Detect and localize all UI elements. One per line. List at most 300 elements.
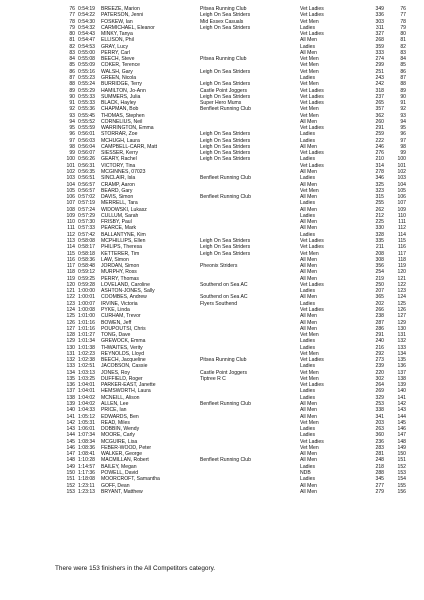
result-row: [0, 6, 424, 12]
category-position: 220: [375, 369, 384, 376]
runner-name: ALLEN, Lee: [101, 401, 129, 407]
runner-name: ASHTON-JONES, Sally: [101, 288, 155, 295]
finish-time: 0:55:00: [78, 49, 95, 56]
runner-name: PERRY, Thomas: [101, 275, 139, 282]
category: Ladies: [300, 156, 316, 163]
finish-time: 0:59:25: [78, 275, 95, 282]
position: 129: [66, 338, 75, 345]
category: Vet Ladies: [300, 281, 324, 288]
club-name: Leigh On Sea Striders: [200, 250, 251, 257]
category-position: 212: [375, 212, 384, 219]
finish-time: 0:54:32: [78, 24, 95, 31]
finish-time: 0:54:43: [78, 31, 95, 38]
club-name: Southend on Sea AC: [200, 294, 248, 301]
finish-time: 0:57:42: [78, 231, 95, 238]
position: 108: [66, 206, 75, 213]
finish-time: 0:58:48: [78, 263, 95, 270]
position: 86: [69, 68, 75, 75]
result-row: [0, 81, 424, 87]
club-name: Benfleet Running Club: [200, 194, 251, 201]
category-position: 251: [375, 68, 384, 75]
finish-time: 0:55:45: [78, 112, 95, 119]
position: 144: [66, 432, 75, 439]
gender-position: 102: [397, 169, 406, 176]
finish-time: 0:55:33: [78, 93, 95, 100]
finish-time: 1:04:01: [78, 382, 95, 389]
gender-position: 155: [397, 482, 406, 489]
result-row: [0, 119, 424, 125]
position: 133: [66, 363, 75, 370]
gender-position: 100: [397, 156, 406, 163]
result-row: [0, 12, 424, 18]
category: All Men: [300, 225, 317, 232]
finish-time: 1:00:07: [78, 300, 95, 307]
position: 96: [69, 131, 75, 138]
club-name: Leigh On Sea Striders: [200, 68, 251, 75]
runner-name: HEMSWORTH, Laura: [101, 388, 151, 395]
club-name: Castle Point Joggers: [200, 369, 248, 376]
category: Vet Ladies: [300, 150, 324, 157]
category-position: 263: [375, 426, 384, 433]
category-position: 283: [375, 444, 384, 451]
finish-time: 0:55:29: [78, 87, 95, 94]
runner-name: LAW, Simon: [101, 256, 129, 263]
category-position: 302: [375, 375, 384, 382]
position: 104: [66, 181, 75, 188]
category: Ladies: [300, 175, 316, 182]
category-position: 218: [375, 463, 384, 470]
finish-time: 0:56:01: [78, 131, 95, 138]
category-position: 323: [375, 187, 384, 194]
category-position: 207: [375, 288, 384, 295]
runner-name: GREWOCK, Emma: [101, 338, 146, 345]
category-position: 325: [375, 181, 384, 188]
category-position: 266: [375, 306, 384, 313]
category: Vet Ladies: [300, 162, 324, 169]
runner-name: REYNOLDS, Lloyd: [101, 350, 145, 357]
result-row: [0, 94, 424, 100]
category: Vet Men: [300, 112, 319, 119]
finish-time: 0:54:22: [78, 12, 95, 19]
gender-position: 133: [397, 344, 406, 351]
position: 119: [66, 275, 75, 282]
position: 78: [69, 18, 75, 25]
category-position: 203: [375, 419, 384, 426]
gender-position: 150: [397, 451, 406, 458]
result-row: [0, 200, 424, 206]
position: 139: [66, 401, 75, 407]
runner-name: STORRAR, Zoe: [101, 131, 138, 138]
runner-name: PATERSON, Jenni: [101, 12, 144, 19]
result-row: [0, 382, 424, 388]
result-row: [0, 464, 424, 470]
runner-name: BURRIDGE, Terry: [101, 81, 142, 88]
position: 88: [69, 81, 75, 88]
category-position: 333: [375, 49, 384, 56]
category-position: 338: [375, 407, 384, 414]
position: 143: [66, 426, 75, 433]
result-row: [0, 100, 424, 106]
club-name: Pheonix Striders: [200, 263, 238, 270]
finish-time: 0:55:09: [78, 62, 95, 69]
finish-time: 0:59:28: [78, 281, 95, 288]
position: 134: [66, 369, 75, 376]
category: Ladies: [300, 137, 316, 144]
runner-name: MOORCROFT, Samantha: [101, 476, 160, 483]
club-name: Leigh On Sea Striders: [200, 237, 251, 244]
runner-name: GRAY, Lucy: [101, 43, 128, 50]
category: Vet Men: [300, 444, 319, 451]
finish-time: 1:08:34: [78, 438, 95, 445]
result-row: [0, 225, 424, 231]
runner-name: CULLUM, Sarah: [101, 212, 139, 219]
runner-name: BEARD, Gary: [101, 187, 133, 194]
finish-time: 0:56:51: [78, 175, 95, 182]
result-row: [0, 69, 424, 75]
finish-time: 1:07:34: [78, 432, 95, 439]
runner-name: BEECH, Jacqueline: [101, 357, 146, 364]
gender-position: 119: [397, 263, 406, 270]
gender-position: 112: [397, 225, 406, 232]
gender-position: 123: [397, 288, 406, 295]
category: All Men: [300, 401, 317, 407]
gender-position: 80: [400, 31, 406, 38]
club-name: Super Hero Mums: [200, 100, 242, 107]
club-name: Leigh On Sea Striders: [200, 81, 251, 88]
runner-name: DOBBIN, Wendy: [101, 426, 140, 433]
position: 124: [66, 306, 75, 313]
category: Vet Men: [300, 81, 319, 88]
gender-position: 85: [400, 62, 406, 69]
position: 81: [69, 37, 75, 44]
runner-name: PYKE, Linda: [101, 306, 130, 313]
gender-position: 141: [397, 394, 406, 401]
result-row: [0, 470, 424, 476]
gender-position: 121: [397, 275, 406, 282]
category-position: 225: [375, 219, 384, 226]
gender-position: 101: [397, 162, 406, 169]
position: 126: [66, 319, 75, 326]
runner-name: BREEZE, Marion: [101, 6, 140, 12]
gender-position: 99: [400, 150, 406, 157]
category-position: 288: [375, 469, 384, 476]
result-row: [0, 213, 424, 219]
finish-time: 1:05:12: [78, 413, 95, 420]
finish-time: 0:56:57: [78, 181, 95, 188]
result-row: [0, 432, 424, 438]
category: Ladies: [300, 463, 316, 470]
runner-name: SINCLAIR, Isla: [101, 175, 136, 182]
category-position: 311: [375, 24, 384, 31]
result-row: [0, 288, 424, 294]
gender-position: 88: [400, 81, 406, 88]
gender-position: 89: [400, 87, 406, 94]
gender-position: 87: [400, 74, 406, 81]
result-row: [0, 113, 424, 119]
category-position: 269: [375, 388, 384, 395]
result-row: [0, 163, 424, 169]
gender-position: 137: [397, 369, 406, 376]
runner-name: IRVINE, Victoria: [101, 300, 138, 307]
club-name: Flyers Southend: [200, 300, 238, 307]
category-position: 278: [375, 169, 384, 176]
club-name: Leigh On Sea Striders: [200, 131, 251, 138]
position: 107: [66, 200, 75, 207]
runner-name: CORNELIUS, Neil: [101, 118, 143, 125]
gender-position: 117: [397, 250, 406, 257]
gender-position: 152: [397, 463, 406, 470]
club-name: Benfleet Running Club: [200, 106, 251, 113]
result-row: [0, 414, 424, 420]
result-row: [0, 156, 424, 162]
category: Vet Men: [300, 250, 319, 257]
position: 83: [69, 49, 75, 56]
category-position: 292: [375, 350, 384, 357]
runner-name: PHILIPS, Theresa: [101, 244, 142, 251]
position: 79: [69, 24, 75, 31]
category: Vet Men: [300, 375, 319, 382]
runner-name: MURPHY, Ross: [101, 269, 137, 276]
position: 95: [69, 125, 75, 132]
runner-name: MOORE, Carly: [101, 432, 135, 439]
gender-position: 134: [397, 350, 406, 357]
category-position: 308: [375, 256, 384, 263]
category-position: 287: [375, 319, 384, 326]
club-name: Benfleet Running Club: [200, 175, 251, 182]
runner-name: VICTORY, Tina: [101, 162, 136, 169]
runner-name: PARKER-EAST, Janette: [101, 382, 156, 389]
category-position: 336: [375, 12, 384, 19]
gender-position: 109: [397, 206, 406, 213]
club-name: Leigh On Sea Striders: [200, 244, 251, 251]
category-position: 265: [375, 100, 384, 107]
finish-time: 0:55:33: [78, 100, 95, 107]
finish-time: 0:54:30: [78, 18, 95, 25]
category: Vet Men: [300, 332, 319, 339]
result-row: [0, 439, 424, 445]
position: 120: [66, 281, 75, 288]
result-row: [0, 370, 424, 376]
result-row: [0, 313, 424, 319]
category-position: 299: [375, 62, 384, 69]
gender-position: 116: [397, 244, 406, 251]
result-row: [0, 426, 424, 432]
position: 115: [66, 250, 75, 257]
runner-name: GOFF, Dean: [101, 482, 130, 489]
category: All Men: [300, 413, 317, 420]
finish-time: 0:57:19: [78, 200, 95, 207]
category: All Men: [300, 263, 317, 270]
category: Ladies: [300, 200, 316, 207]
finish-time: 0:56:35: [78, 169, 95, 176]
category-position: 268: [375, 37, 384, 44]
category-position: 362: [375, 112, 384, 119]
club-name: Southend on Sea AC: [200, 281, 248, 288]
gender-position: 91: [400, 100, 406, 107]
position: 97: [69, 137, 75, 144]
gender-position: 126: [397, 306, 406, 313]
category-position: 276: [375, 150, 384, 157]
gender-position: 125: [397, 300, 406, 307]
category-position: 359: [375, 43, 384, 50]
gender-position: 77: [400, 12, 406, 19]
category: All Men: [300, 325, 317, 332]
category: Vet Ladies: [300, 31, 324, 38]
position: 130: [66, 344, 75, 351]
result-row: [0, 338, 424, 344]
position: 149: [66, 463, 75, 470]
gender-position: 130: [397, 325, 406, 332]
runner-name: FEBER-WOOD, Peter: [101, 444, 152, 451]
category: Vet Men: [300, 106, 319, 113]
result-row: [0, 263, 424, 269]
runner-name: CAMPBELL-CARR, Matt: [101, 143, 158, 150]
finish-time: 0:58:17: [78, 244, 95, 251]
result-row: [0, 257, 424, 263]
category-position: 345: [375, 476, 384, 483]
gender-position: 120: [397, 269, 406, 276]
category: Vet Men: [300, 18, 319, 25]
gender-position: 154: [397, 476, 406, 483]
gender-position: 96: [400, 131, 406, 138]
position: 151: [66, 476, 75, 483]
club-name: Castle Point Joggers: [200, 87, 248, 94]
gender-position: 153: [397, 469, 406, 476]
category: All Men: [300, 482, 317, 489]
result-row: [0, 388, 424, 394]
runner-name: LOVELAND, Caroline: [101, 281, 150, 288]
category-position: 328: [375, 231, 384, 238]
position: 131: [66, 350, 75, 357]
finish-time: 0:56:57: [78, 187, 95, 194]
gender-position: 139: [397, 382, 406, 389]
category-position: 277: [375, 482, 384, 489]
position: 148: [66, 457, 75, 464]
category-position: 281: [375, 451, 384, 458]
runner-name: FOSKEW, Ian: [101, 18, 133, 25]
finish-time: 1:01:38: [78, 344, 95, 351]
category-position: 240: [375, 338, 384, 345]
runner-name: DUFFIELD, Roger: [101, 375, 143, 382]
finish-time: 1:02:51: [78, 363, 95, 370]
gender-position: 104: [397, 181, 406, 188]
finish-time: 0:55:08: [78, 56, 95, 63]
category: Vet Ladies: [300, 87, 324, 94]
runner-name: BOWEN, Jeff: [101, 319, 132, 326]
gender-position: 143: [397, 407, 406, 414]
runner-name: POUPOUTSI, Chris: [101, 325, 146, 332]
position: 147: [66, 451, 75, 458]
gender-position: 79: [400, 24, 406, 31]
result-row: [0, 88, 424, 94]
position: 105: [66, 187, 75, 194]
category: All Men: [300, 181, 317, 188]
club-name: Pitsea Running Club: [200, 56, 247, 63]
category: Ladies: [300, 476, 316, 483]
gender-position: 122: [397, 281, 406, 288]
finish-time: 1:00:00: [78, 288, 95, 295]
position: 110: [66, 219, 75, 226]
category-position: 216: [375, 344, 384, 351]
gender-position: 146: [397, 426, 406, 433]
result-row: [0, 457, 424, 463]
runner-name: MERRELL, Tara: [101, 200, 138, 207]
category: All Men: [300, 169, 317, 176]
result-row: [0, 194, 424, 200]
result-row: [0, 483, 424, 489]
category-position: 264: [375, 382, 384, 389]
finish-time: 1:04:01: [78, 388, 95, 395]
runner-name: CARMICHAEL, Eleanor: [101, 24, 155, 31]
result-row: [0, 445, 424, 451]
club-name: Pitsea Running Club: [200, 357, 247, 364]
category: Vet Men: [300, 187, 319, 194]
category: Ladies: [300, 426, 316, 433]
category-position: 211: [375, 244, 384, 251]
category-position: 357: [375, 106, 384, 113]
category-position: 349: [375, 6, 384, 12]
finish-time: 1:01:16: [78, 319, 95, 326]
category-position: 237: [375, 93, 384, 100]
category: Vet Ladies: [300, 6, 324, 12]
category: Ladies: [300, 288, 316, 295]
category-position: 318: [375, 87, 384, 94]
result-row: [0, 25, 424, 31]
category: All Men: [300, 457, 317, 464]
category: Ladies: [300, 74, 316, 81]
category: All Men: [300, 118, 317, 125]
category: Ladies: [300, 231, 316, 238]
category: Vet Ladies: [300, 125, 324, 132]
runner-name: BAILEY, Megan: [101, 463, 137, 470]
category: Vet Ladies: [300, 93, 324, 100]
category: NDB: [300, 469, 311, 476]
finish-time: 1:23:13: [78, 488, 95, 495]
position: 102: [66, 169, 75, 176]
finish-time: 0:58:08: [78, 237, 95, 244]
runner-name: BALLANTYNE, Kim: [101, 231, 146, 238]
position: 91: [69, 100, 75, 107]
runner-name: WALKER, George: [101, 451, 143, 458]
category: Ladies: [300, 394, 316, 401]
runner-name: JORDAN, Simon: [101, 263, 140, 270]
category-position: 236: [375, 438, 384, 445]
result-row: [0, 276, 424, 282]
position: 87: [69, 74, 75, 81]
gender-position: 124: [397, 294, 406, 301]
finish-time: 1:04:02: [78, 394, 95, 401]
result-row: [0, 251, 424, 257]
runner-name: CRAMP, Aaron: [101, 181, 135, 188]
runner-name: SIESSER, Kerry: [101, 150, 139, 157]
finish-time: 1:03:25: [78, 375, 95, 382]
position: 150: [66, 469, 75, 476]
position: 127: [66, 325, 75, 332]
gender-position: 76: [400, 6, 406, 12]
result-row: [0, 395, 424, 401]
category-position: 219: [375, 275, 384, 282]
finish-time: 0:57:33: [78, 225, 95, 232]
finish-time: 0:55:24: [78, 81, 95, 88]
result-row: [0, 44, 424, 50]
finishers-summary: There were 153 finishers in the All Competitors category.: [55, 565, 216, 572]
runner-name: MACMILLAN, Robert: [101, 457, 149, 464]
runner-name: BLACK, Hayley: [101, 100, 137, 107]
gender-position: 131: [397, 332, 406, 339]
gender-position: 127: [397, 313, 406, 320]
category: Vet Ladies: [300, 244, 324, 251]
category-position: 360: [375, 432, 384, 439]
